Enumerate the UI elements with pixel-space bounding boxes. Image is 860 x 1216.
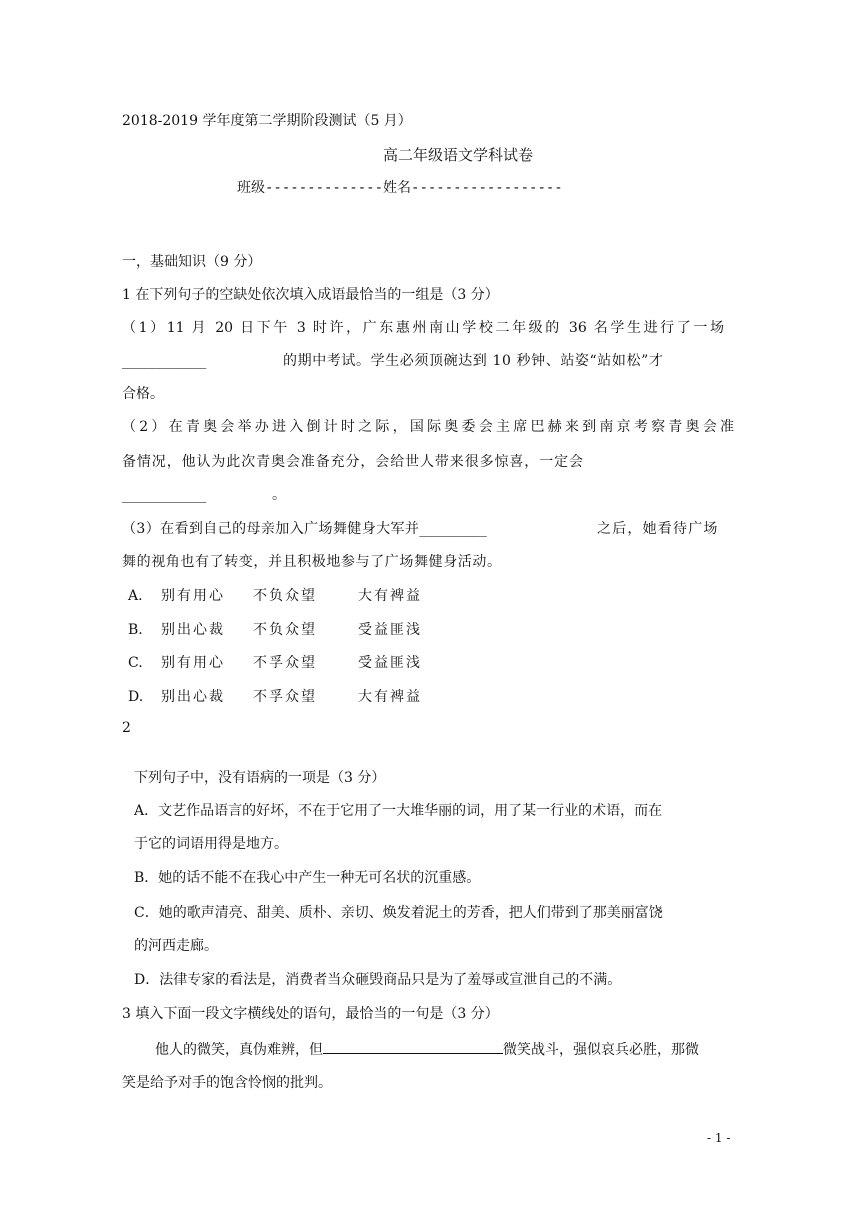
name-blank: ------------------ xyxy=(411,180,563,196)
class-label: 班级 xyxy=(237,180,265,196)
q1-option-d: D. 别出心裁 不孚众望 大有裨益 xyxy=(128,689,422,705)
q2-option-b: B．她的话不能不在我心中产生一种无可名状的沉重感。 xyxy=(134,870,481,886)
q1-sentence2-line3 xyxy=(122,485,286,505)
q1-option-b: B. 别出心裁 不负众望 受益匪浅 xyxy=(128,622,422,638)
q1-sentence3-line2: 舞的视角也有了转变，并且积极地参与了广场舞健身活动。 xyxy=(122,554,502,570)
q1-sentence1-text2: 的期中考试。学生必须顶碗达到 10 秒钟、站姿“站如松”才 xyxy=(283,353,664,369)
q2-option-a-line1: A．文艺作品语言的好坏，不在于它用了一大堆华丽的词，用了某一行业的术语，而在 xyxy=(134,803,663,819)
q1-sentence2-line2: 备情况，他认为此次青奥会准备充分，会给世人带来很多惊喜，一定会 xyxy=(122,454,584,470)
exam-subject-title: 高二年级语文学科试卷 xyxy=(383,146,534,164)
q1-option-c: C. 别有用心 不孚众望 受益匪浅 xyxy=(128,655,422,671)
q1-sentence3-text2: 之后，她看待广场 xyxy=(597,521,719,537)
q3-passage-line1 xyxy=(155,1039,735,1060)
q1-sentence3-line1 xyxy=(122,519,734,539)
class-blank: -------------- xyxy=(265,180,384,196)
q1-blank-1: __________ xyxy=(122,353,207,369)
q3-passage-text2: 微笑战斗，强似哀兵必胜，那微 xyxy=(503,1042,699,1058)
q1-sentence2-line1: （2）在青奥会举办进入倒计时之际，国际奥委会主席巴赫来到南京考察青奥会准 xyxy=(122,419,734,435)
q1-sentence1-line1: （1）11 月 20 日下午 3 时许，广东惠州南山学校二年级的 36 名学生进行了一场 xyxy=(122,320,724,336)
q2-option-a-line2: 于它的词语用得是地方。 xyxy=(134,836,288,852)
q1-sentence2-end: 。 xyxy=(272,487,286,503)
q2-number: 2 xyxy=(122,720,131,736)
q2-option-d: D．法律专家的看法是，消费者当众砸毁商品只是为了羞辱或宣泄自己的不满。 xyxy=(134,972,622,988)
q1-blank-3: ________ xyxy=(419,521,487,537)
section-title: 一，基础知识（9 分） xyxy=(122,254,262,270)
q1-sentence1-line3: 合格。 xyxy=(122,386,164,402)
exam-term-heading: 2018-2019 学年度第二学期阶段测试（5 月） xyxy=(122,113,412,129)
q3-passage-line2: 笑是给予对手的饱含怜悯的批判。 xyxy=(122,1075,332,1091)
name-label: 姓名 xyxy=(383,180,412,196)
q2-option-c-line1: C．她的歌声清亮、甜美、质朴、亲切、焕发着泥土的芳香，把人们带到了那美丽富饶 xyxy=(134,905,663,921)
q2-stem: 下列句子中，没有语病的一项是（3 分） xyxy=(134,770,386,786)
q2-option-c-line2: 的河西走廊。 xyxy=(134,938,218,954)
class-name-line xyxy=(237,178,563,198)
q1-option-a: A. 别有用心 不负众望 大有裨益 xyxy=(128,588,422,604)
q1-sentence3-text1: （3）在看到自己的母亲加入广场舞健身大军并 xyxy=(122,521,420,537)
q3-answer-blank xyxy=(323,1039,503,1054)
q3-stem: 3 填入下面一段文字横线处的语句，最恰当的一句是（3 分） xyxy=(122,1006,499,1022)
q3-passage-text1: 他人的微笑，真伪难辨，但 xyxy=(155,1042,323,1058)
q1-blank-2: __________ xyxy=(122,487,207,503)
q1-sentence1-line2 xyxy=(122,351,734,371)
q1-stem: 1 在下列句子的空缺处依次填入成语最恰当的一组是（3 分） xyxy=(122,287,499,303)
page-number: - 1 - xyxy=(707,1131,731,1145)
